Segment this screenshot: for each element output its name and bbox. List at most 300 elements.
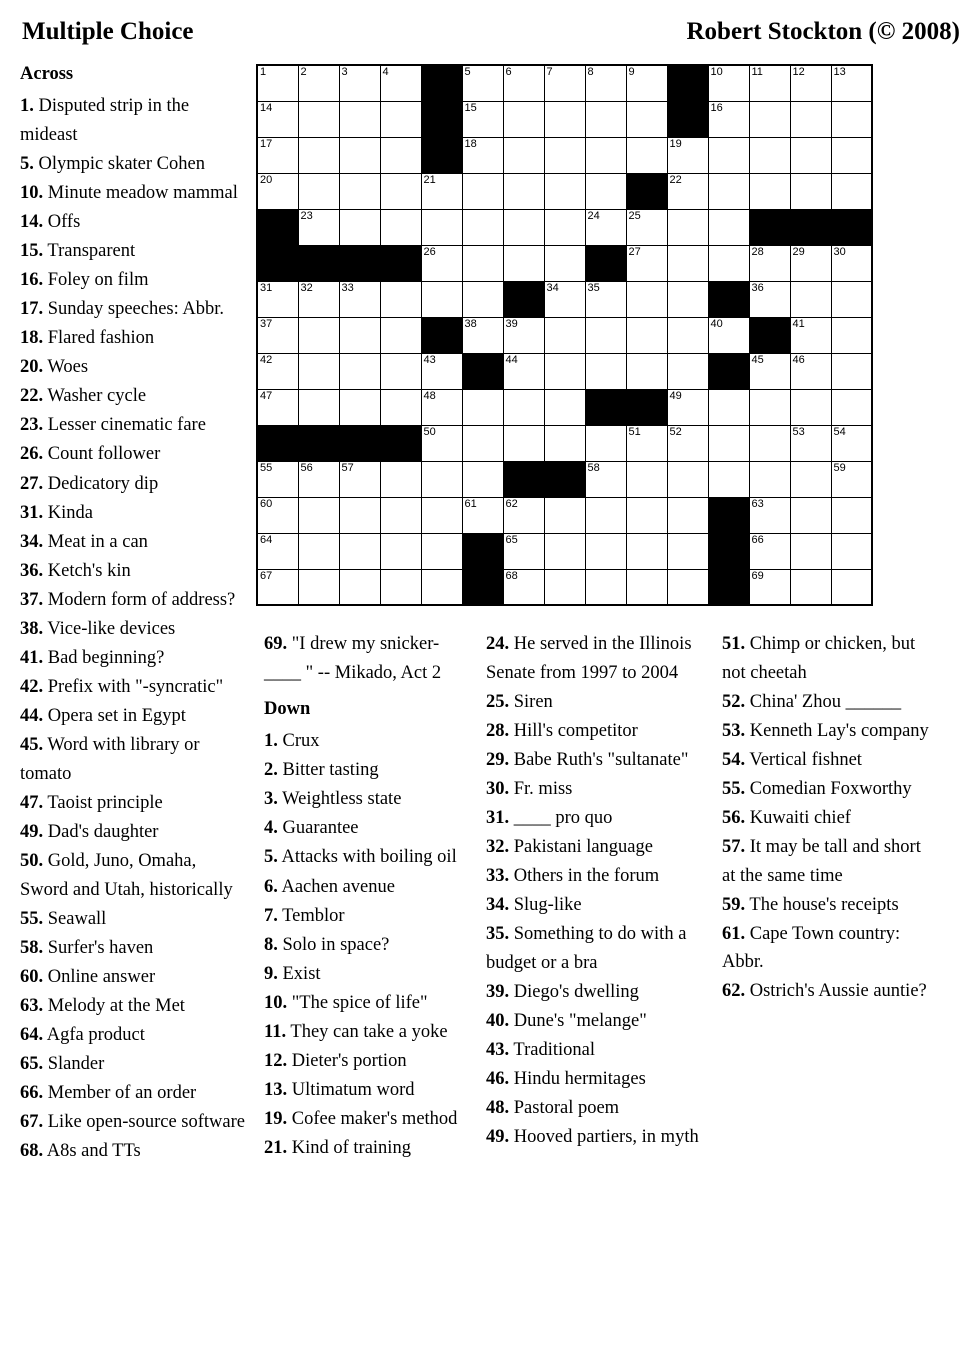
clue-item[interactable] bbox=[20, 1021, 246, 1050]
clue-item[interactable] bbox=[20, 586, 246, 615]
clue-item[interactable] bbox=[486, 775, 700, 804]
grid-cell[interactable] bbox=[831, 101, 872, 137]
clue-item[interactable] bbox=[20, 731, 246, 788]
grid-cell[interactable] bbox=[667, 353, 708, 389]
clue-number: 49. bbox=[486, 1127, 510, 1148]
clue-item[interactable] bbox=[264, 1076, 464, 1105]
grid-cell[interactable] bbox=[462, 101, 503, 137]
clue-number: 23. bbox=[20, 415, 44, 436]
clue-item[interactable] bbox=[20, 266, 246, 295]
grid-cell-number: 60 bbox=[260, 497, 273, 510]
clue-text: A8s and TTs bbox=[43, 1141, 141, 1162]
clue-item[interactable] bbox=[264, 873, 464, 902]
grid-cell[interactable] bbox=[298, 173, 339, 209]
clue-item[interactable] bbox=[264, 1105, 464, 1134]
grid-row bbox=[257, 389, 872, 425]
grid-cell[interactable] bbox=[667, 425, 708, 461]
grid-cell[interactable] bbox=[462, 245, 503, 281]
grid-cell[interactable] bbox=[790, 101, 831, 137]
grid-cell[interactable] bbox=[626, 425, 667, 461]
grid-cell[interactable] bbox=[749, 245, 790, 281]
clue-item[interactable] bbox=[20, 237, 246, 266]
grid-cell[interactable] bbox=[298, 533, 339, 569]
grid-cell[interactable] bbox=[380, 101, 421, 137]
grid-cell[interactable] bbox=[708, 245, 749, 281]
grid-cell[interactable] bbox=[626, 281, 667, 317]
grid-cell[interactable] bbox=[626, 101, 667, 137]
grid-cell[interactable] bbox=[585, 317, 626, 353]
grid-cell[interactable] bbox=[298, 101, 339, 137]
clue-item[interactable] bbox=[486, 1036, 700, 1065]
grid-cell[interactable] bbox=[790, 65, 831, 101]
grid-cell[interactable] bbox=[421, 533, 462, 569]
clue-item[interactable] bbox=[722, 717, 936, 746]
clue-number: 2. bbox=[264, 760, 278, 781]
grid-cell[interactable] bbox=[626, 209, 667, 245]
grid-cell[interactable] bbox=[790, 461, 831, 497]
grid-cell[interactable] bbox=[462, 461, 503, 497]
clue-item[interactable] bbox=[486, 630, 700, 687]
clue-item[interactable] bbox=[486, 688, 700, 717]
clue-item[interactable] bbox=[264, 843, 464, 872]
grid-cell[interactable] bbox=[749, 461, 790, 497]
grid-cell[interactable] bbox=[503, 569, 544, 605]
grid-cell[interactable] bbox=[585, 137, 626, 173]
grid-cell[interactable] bbox=[257, 281, 298, 317]
grid-cell[interactable] bbox=[544, 137, 585, 173]
grid-cell[interactable] bbox=[380, 317, 421, 353]
clue-text: Taoist principle bbox=[43, 792, 163, 813]
grid-cell[interactable] bbox=[626, 137, 667, 173]
grid-cell[interactable] bbox=[257, 497, 298, 533]
grid-cell[interactable] bbox=[380, 173, 421, 209]
clue-item[interactable] bbox=[264, 989, 464, 1018]
grid-cell[interactable] bbox=[708, 101, 749, 137]
clue-text: Transparent bbox=[43, 240, 136, 261]
grid-cell[interactable] bbox=[339, 101, 380, 137]
grid-cell[interactable] bbox=[667, 173, 708, 209]
grid-cell-number: 69 bbox=[751, 569, 764, 582]
clue-item[interactable] bbox=[722, 920, 936, 977]
grid-cell[interactable] bbox=[626, 353, 667, 389]
clue-item[interactable] bbox=[264, 814, 464, 843]
grid-cell[interactable] bbox=[339, 389, 380, 425]
grid-cell[interactable] bbox=[339, 173, 380, 209]
grid-cell[interactable] bbox=[462, 317, 503, 353]
grid-cell[interactable] bbox=[544, 281, 585, 317]
grid-cell[interactable] bbox=[790, 245, 831, 281]
grid-cell[interactable] bbox=[831, 281, 872, 317]
grid-row bbox=[257, 317, 872, 353]
grid-cell[interactable] bbox=[667, 281, 708, 317]
clue-item[interactable] bbox=[722, 746, 936, 775]
grid-cell[interactable] bbox=[585, 173, 626, 209]
grid-cell[interactable] bbox=[339, 461, 380, 497]
clue-item[interactable] bbox=[486, 891, 700, 920]
grid-cell[interactable] bbox=[544, 317, 585, 353]
clue-text: Siren bbox=[509, 691, 553, 712]
clue-item[interactable] bbox=[20, 179, 246, 208]
crossword-grid[interactable] bbox=[256, 64, 873, 606]
clue-number: 69. bbox=[264, 634, 288, 654]
grid-cell[interactable] bbox=[626, 461, 667, 497]
grid-cell[interactable] bbox=[585, 281, 626, 317]
grid-cell[interactable] bbox=[503, 65, 544, 101]
grid-cell[interactable] bbox=[298, 353, 339, 389]
grid-cell[interactable] bbox=[298, 497, 339, 533]
grid-cell[interactable] bbox=[749, 137, 790, 173]
grid-cell[interactable] bbox=[503, 209, 544, 245]
grid-cell[interactable] bbox=[708, 425, 749, 461]
grid-cell[interactable] bbox=[421, 425, 462, 461]
clue-item[interactable] bbox=[264, 960, 464, 989]
grid-cell[interactable] bbox=[790, 353, 831, 389]
clue-text: Weightless state bbox=[277, 789, 402, 810]
grid-cell[interactable] bbox=[421, 245, 462, 281]
grid-cell[interactable] bbox=[257, 461, 298, 497]
clue-item[interactable] bbox=[264, 902, 464, 931]
clue-item[interactable] bbox=[20, 208, 246, 237]
grid-cell[interactable] bbox=[380, 569, 421, 605]
clue-item[interactable] bbox=[20, 905, 246, 934]
clue-item[interactable] bbox=[722, 833, 936, 890]
grid-cell[interactable] bbox=[790, 497, 831, 533]
grid-cell[interactable] bbox=[626, 245, 667, 281]
grid-cell[interactable] bbox=[462, 425, 503, 461]
grid-cell[interactable] bbox=[585, 497, 626, 533]
clue-item[interactable] bbox=[20, 150, 246, 179]
grid-cell[interactable] bbox=[544, 209, 585, 245]
clue-item[interactable] bbox=[486, 1065, 700, 1094]
grid-cell[interactable] bbox=[298, 389, 339, 425]
clue-text: Sunday speeches: Abbr. bbox=[43, 299, 224, 320]
grid-cell[interactable] bbox=[380, 137, 421, 173]
clue-item[interactable] bbox=[722, 977, 936, 1006]
grid-cell[interactable] bbox=[585, 425, 626, 461]
grid-cell[interactable] bbox=[708, 389, 749, 425]
grid-cell[interactable] bbox=[339, 569, 380, 605]
grid-cell[interactable] bbox=[421, 353, 462, 389]
grid-cell[interactable] bbox=[462, 389, 503, 425]
clue-item[interactable] bbox=[486, 978, 700, 1007]
grid-cell[interactable] bbox=[667, 389, 708, 425]
grid-cell[interactable] bbox=[421, 281, 462, 317]
grid-cell[interactable] bbox=[667, 209, 708, 245]
grid-cell[interactable] bbox=[503, 497, 544, 533]
grid-cell[interactable] bbox=[708, 461, 749, 497]
grid-cell[interactable] bbox=[831, 65, 872, 101]
grid-cell[interactable] bbox=[298, 137, 339, 173]
grid-cell[interactable] bbox=[298, 461, 339, 497]
grid-cell[interactable] bbox=[380, 353, 421, 389]
clue-item[interactable] bbox=[486, 1123, 700, 1152]
grid-cell[interactable] bbox=[380, 461, 421, 497]
clue-item[interactable] bbox=[20, 1108, 246, 1137]
grid-cell[interactable] bbox=[790, 533, 831, 569]
clue-number: 12. bbox=[264, 1051, 288, 1072]
grid-cell[interactable] bbox=[257, 533, 298, 569]
grid-cell[interactable] bbox=[503, 425, 544, 461]
grid-cell[interactable] bbox=[421, 569, 462, 605]
grid-cell[interactable] bbox=[749, 533, 790, 569]
clue-item[interactable] bbox=[20, 1050, 246, 1079]
grid-cell[interactable] bbox=[462, 65, 503, 101]
grid-cell[interactable] bbox=[749, 569, 790, 605]
grid-cell[interactable] bbox=[585, 353, 626, 389]
grid-cell[interactable] bbox=[790, 137, 831, 173]
grid-cell[interactable] bbox=[790, 173, 831, 209]
grid-cell[interactable] bbox=[257, 353, 298, 389]
grid-cell[interactable] bbox=[503, 317, 544, 353]
clue-item[interactable] bbox=[20, 499, 246, 528]
grid-cell[interactable] bbox=[667, 569, 708, 605]
grid-cell[interactable] bbox=[831, 497, 872, 533]
grid-cell[interactable] bbox=[790, 569, 831, 605]
grid-cell[interactable] bbox=[503, 353, 544, 389]
grid-cell[interactable] bbox=[544, 533, 585, 569]
grid-cell[interactable] bbox=[667, 533, 708, 569]
clue-item[interactable] bbox=[722, 630, 936, 687]
grid-cell[interactable] bbox=[544, 245, 585, 281]
grid-cell[interactable] bbox=[708, 65, 749, 101]
grid-cell-number: 19 bbox=[669, 137, 682, 150]
grid-cell[interactable] bbox=[544, 425, 585, 461]
clue-item[interactable] bbox=[20, 295, 246, 324]
clue-item[interactable] bbox=[264, 630, 464, 687]
grid-cell[interactable] bbox=[831, 173, 872, 209]
clue-text: Guarantee bbox=[277, 818, 359, 839]
clue-item[interactable] bbox=[486, 862, 700, 891]
clue-item[interactable] bbox=[264, 1047, 464, 1076]
clue-number: 32. bbox=[486, 837, 510, 858]
grid-block-cell bbox=[708, 353, 749, 389]
clue-item[interactable] bbox=[486, 920, 700, 977]
clue-text: Exist bbox=[277, 963, 321, 984]
clue-item[interactable] bbox=[722, 891, 936, 920]
grid-cell[interactable] bbox=[831, 317, 872, 353]
grid-cell[interactable] bbox=[421, 389, 462, 425]
grid-cell[interactable] bbox=[790, 281, 831, 317]
clue-item[interactable] bbox=[722, 804, 936, 833]
grid-cell[interactable] bbox=[257, 569, 298, 605]
clue-item[interactable] bbox=[264, 785, 464, 814]
clue-item[interactable] bbox=[264, 1018, 464, 1047]
grid-cell[interactable] bbox=[462, 209, 503, 245]
grid-cell[interactable] bbox=[339, 65, 380, 101]
grid-cell[interactable] bbox=[257, 389, 298, 425]
clue-item[interactable] bbox=[20, 440, 246, 469]
grid-cell[interactable] bbox=[585, 65, 626, 101]
grid-cell[interactable] bbox=[544, 101, 585, 137]
grid-cell[interactable] bbox=[257, 317, 298, 353]
grid-cell[interactable] bbox=[749, 65, 790, 101]
grid-cell[interactable] bbox=[544, 569, 585, 605]
grid-cell[interactable] bbox=[380, 65, 421, 101]
clue-item[interactable] bbox=[264, 1134, 464, 1163]
grid-cell[interactable] bbox=[626, 497, 667, 533]
grid-cell[interactable] bbox=[831, 353, 872, 389]
grid-cell[interactable] bbox=[380, 533, 421, 569]
grid-cell[interactable] bbox=[790, 317, 831, 353]
clue-item[interactable] bbox=[20, 789, 246, 818]
grid-cell[interactable] bbox=[503, 245, 544, 281]
clue-item[interactable] bbox=[20, 557, 246, 586]
grid-cell[interactable] bbox=[503, 533, 544, 569]
grid-cell[interactable] bbox=[339, 533, 380, 569]
grid-cell[interactable] bbox=[421, 461, 462, 497]
clue-item[interactable] bbox=[20, 615, 246, 644]
grid-cell[interactable] bbox=[503, 101, 544, 137]
grid-cell[interactable] bbox=[667, 245, 708, 281]
clue-item[interactable] bbox=[722, 775, 936, 804]
grid-cell[interactable] bbox=[380, 209, 421, 245]
grid-cell[interactable] bbox=[626, 533, 667, 569]
grid-cell[interactable] bbox=[421, 173, 462, 209]
clue-number: 57. bbox=[722, 837, 746, 858]
grid-cell[interactable] bbox=[503, 389, 544, 425]
grid-cell[interactable] bbox=[831, 461, 872, 497]
clue-item[interactable] bbox=[486, 1007, 700, 1036]
clue-item[interactable] bbox=[20, 992, 246, 1021]
grid-cell[interactable] bbox=[585, 533, 626, 569]
clue-item[interactable] bbox=[264, 931, 464, 960]
grid-cell[interactable] bbox=[339, 137, 380, 173]
clue-item[interactable] bbox=[486, 717, 700, 746]
clue-item[interactable] bbox=[20, 1079, 246, 1108]
grid-cell[interactable] bbox=[585, 461, 626, 497]
grid-cell[interactable] bbox=[626, 317, 667, 353]
grid-cell[interactable] bbox=[544, 65, 585, 101]
grid-cell[interactable] bbox=[503, 173, 544, 209]
clue-item[interactable] bbox=[486, 746, 700, 775]
grid-cell[interactable] bbox=[667, 137, 708, 173]
clue-item[interactable] bbox=[20, 847, 246, 904]
grid-cell[interactable] bbox=[544, 353, 585, 389]
clue-text: Cape Town country: Abbr. bbox=[722, 923, 901, 973]
grid-cell[interactable] bbox=[585, 101, 626, 137]
grid-cell[interactable] bbox=[298, 569, 339, 605]
grid-cell[interactable] bbox=[831, 389, 872, 425]
grid-cell[interactable] bbox=[339, 317, 380, 353]
grid-cell[interactable] bbox=[339, 497, 380, 533]
clue-item[interactable] bbox=[20, 644, 246, 673]
clue-item[interactable] bbox=[264, 756, 464, 785]
clue-item[interactable] bbox=[20, 324, 246, 353]
grid-cell[interactable] bbox=[339, 209, 380, 245]
grid-cell-number: 55 bbox=[260, 461, 273, 474]
clue-number: 13. bbox=[264, 1080, 288, 1101]
clue-item[interactable] bbox=[20, 963, 246, 992]
clue-item[interactable] bbox=[20, 673, 246, 702]
grid-cell[interactable] bbox=[626, 65, 667, 101]
clue-item[interactable] bbox=[20, 818, 246, 847]
grid-cell[interactable] bbox=[667, 317, 708, 353]
grid-cell[interactable] bbox=[298, 281, 339, 317]
grid-cell[interactable] bbox=[831, 245, 872, 281]
grid-cell[interactable] bbox=[749, 497, 790, 533]
grid-cell[interactable] bbox=[708, 317, 749, 353]
clue-text: Lesser cinematic fare bbox=[43, 415, 206, 436]
grid-cell[interactable] bbox=[667, 497, 708, 533]
clue-item[interactable] bbox=[20, 411, 246, 440]
clue-item[interactable] bbox=[20, 1137, 246, 1166]
clue-item[interactable] bbox=[20, 470, 246, 499]
grid-cell[interactable] bbox=[462, 497, 503, 533]
grid-cell[interactable] bbox=[790, 389, 831, 425]
grid-cell[interactable] bbox=[831, 533, 872, 569]
clue-text: Cofee maker's method bbox=[287, 1109, 458, 1130]
clue-item[interactable] bbox=[486, 1094, 700, 1123]
grid-cell[interactable] bbox=[544, 173, 585, 209]
grid-cell[interactable] bbox=[749, 173, 790, 209]
grid-cell[interactable] bbox=[749, 425, 790, 461]
grid-cell[interactable] bbox=[462, 137, 503, 173]
grid-cell[interactable] bbox=[257, 101, 298, 137]
grid-cell[interactable] bbox=[790, 425, 831, 461]
grid-cell[interactable] bbox=[339, 281, 380, 317]
grid-cell[interactable] bbox=[298, 317, 339, 353]
grid-cell[interactable] bbox=[708, 137, 749, 173]
clue-item[interactable] bbox=[486, 833, 700, 862]
clue-number: 29. bbox=[486, 749, 510, 770]
grid-cell[interactable] bbox=[831, 137, 872, 173]
grid-cell[interactable] bbox=[544, 389, 585, 425]
grid-cell[interactable] bbox=[544, 497, 585, 533]
grid-cell[interactable] bbox=[831, 569, 872, 605]
grid-cell[interactable] bbox=[257, 173, 298, 209]
clue-item[interactable] bbox=[722, 688, 936, 717]
grid-cell[interactable] bbox=[462, 173, 503, 209]
clue-item[interactable] bbox=[486, 804, 700, 833]
clue-item[interactable] bbox=[20, 702, 246, 731]
grid-cell[interactable] bbox=[749, 101, 790, 137]
grid-cell[interactable] bbox=[462, 281, 503, 317]
grid-cell[interactable] bbox=[585, 569, 626, 605]
grid-cell[interactable] bbox=[585, 209, 626, 245]
grid-cell[interactable] bbox=[257, 65, 298, 101]
clue-item[interactable] bbox=[264, 727, 464, 756]
grid-cell[interactable] bbox=[421, 209, 462, 245]
grid-cell[interactable] bbox=[749, 281, 790, 317]
grid-cell[interactable] bbox=[708, 173, 749, 209]
grid-cell[interactable] bbox=[380, 281, 421, 317]
grid-cell[interactable] bbox=[298, 209, 339, 245]
grid-cell[interactable] bbox=[626, 569, 667, 605]
grid-cell-number: 65 bbox=[505, 533, 518, 546]
grid-cell[interactable] bbox=[380, 497, 421, 533]
grid-cell[interactable] bbox=[380, 389, 421, 425]
grid-cell[interactable] bbox=[339, 353, 380, 389]
grid-cell[interactable] bbox=[503, 137, 544, 173]
grid-cell-number: 63 bbox=[751, 497, 764, 510]
grid-cell[interactable] bbox=[749, 389, 790, 425]
clue-text: Flared fashion bbox=[43, 328, 155, 349]
grid-cell[interactable] bbox=[831, 425, 872, 461]
clue-item[interactable] bbox=[20, 92, 246, 149]
clue-text: Kuwaiti chief bbox=[745, 807, 851, 828]
grid-block-cell bbox=[831, 209, 872, 245]
clue-item[interactable] bbox=[20, 382, 246, 411]
grid-cell[interactable] bbox=[667, 461, 708, 497]
clue-item[interactable] bbox=[20, 528, 246, 557]
grid-cell[interactable] bbox=[708, 209, 749, 245]
clue-item[interactable] bbox=[20, 934, 246, 963]
grid-cell[interactable] bbox=[298, 65, 339, 101]
grid-cell[interactable] bbox=[257, 137, 298, 173]
clue-item[interactable] bbox=[20, 353, 246, 382]
grid-cell[interactable] bbox=[421, 497, 462, 533]
grid-cell[interactable] bbox=[749, 353, 790, 389]
